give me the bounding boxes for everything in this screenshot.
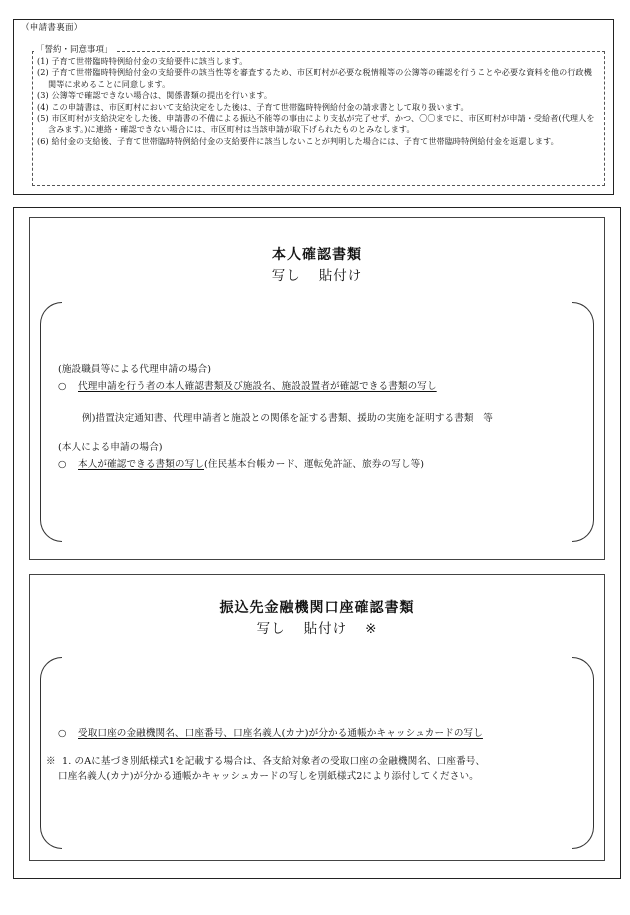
pledge-list <box>33 52 604 147</box>
pledge-item-5: (5) 市区町村が支給決定をした後、申請書の不備による振込不能等の事由により支払が完了せず、かつ、〇〇までに、市区町村が申請・受給者(代理人を含みます。)に連絡・確認できない場合には、市区町村は当該申請が取下げられたものとみなします。 <box>37 113 595 135</box>
proxy-heading: (施設職員等による代理申請の場合) <box>58 364 212 375</box>
bank-panel-title: 振込先金融機関口座確認書類 <box>219 600 415 616</box>
proxy-item-text: 代理申請を行う者の本人確認書類及び施設名、施設設置者が確認できる書類の写し <box>78 381 437 392</box>
circle-icon: ○ <box>58 728 67 739</box>
self-heading: (本人による申請の場合) <box>58 442 163 453</box>
right-bracket <box>572 657 594 849</box>
pledge-item-3: (3) 公簿等で確認できない場合は、関係書類の提出を行います。 <box>37 90 273 101</box>
bank-account-panel <box>29 574 605 861</box>
self-item-rest: (住民基本台帳カード、運転免許証、旅券の写し等) <box>204 459 425 470</box>
pledge-title: 「誓約・同意事項」 <box>36 45 113 55</box>
bank-subtitle-paste: 貼付け <box>303 621 348 637</box>
identity-panel-title: 本人確認書類 <box>272 247 362 263</box>
circle-icon: ○ <box>58 381 67 392</box>
proxy-item <box>58 378 437 392</box>
bank-note-line-2: 口座名義人(カナ)が分かる通帳かキャッシュカードの写しを別紙様式2により添付してください。 <box>58 771 479 782</box>
self-item-underlined: 本人が確認できる書類の写し <box>78 459 205 470</box>
identity-subtitle-paste: 貼付け <box>318 268 363 284</box>
pledge-box <box>32 51 605 186</box>
identity-panel-subtitle <box>30 264 604 284</box>
back-side-header: （申請書裏面） <box>21 23 83 33</box>
pledge-item-2: (2) 子育て世帯臨時特例給付金の支給要件の該当性等を審査するため、市区町村が必要な税情報等の公簿等の確認を行うことや必要な資料を他の行政機関等に求めることに同意します。 <box>37 67 592 89</box>
pledge-section <box>13 19 614 195</box>
right-bracket <box>572 302 594 542</box>
pledge-item-4: (4) この申請書は、市区町村において支給決定をした後は、子育て世帯臨時特例給付金の請求書として取り扱います。 <box>37 101 469 112</box>
identity-subtitle-copy: 写し <box>271 268 301 284</box>
bank-note <box>46 754 485 784</box>
proxy-example: 例)措置決定通知書、代理申請者と施設との関係を証する書類、援助の実施を証明する書類 等 <box>82 413 493 424</box>
bank-note-text-1: 1. のAに基づき別紙様式1を記載する場合は、各支給対象者の受取口座の金融機関名、口座番号、 <box>62 756 486 767</box>
self-item <box>58 456 424 470</box>
pledge-item-1: (1) 子育て世帯臨時特例給付金の支給要件に該当します。 <box>37 56 248 66</box>
bank-item-text: 受取口座の金融機関名、口座番号、口座名義人(カナ)が分かる通帳かキャッシュカードの写し <box>78 728 483 739</box>
left-bracket <box>40 302 62 542</box>
pledge-item-6: (6) 給付金の支給後、子育て世帯臨時特例給付金の支給要件に該当しないことが判明した場合には、子育て世帯臨時特例給付金を返還します。 <box>37 135 559 146</box>
attachment-section <box>13 207 621 879</box>
identity-document-panel <box>29 217 605 560</box>
bank-panel-subtitle <box>30 617 604 637</box>
bank-subtitle-copy: 写し <box>256 621 286 637</box>
bank-item <box>58 725 483 739</box>
note-mark: ※ <box>46 756 56 767</box>
left-bracket <box>40 657 62 849</box>
bank-note-line-1 <box>46 754 485 769</box>
bank-subtitle-mark: ※ <box>365 621 378 637</box>
circle-icon: ○ <box>58 459 67 470</box>
